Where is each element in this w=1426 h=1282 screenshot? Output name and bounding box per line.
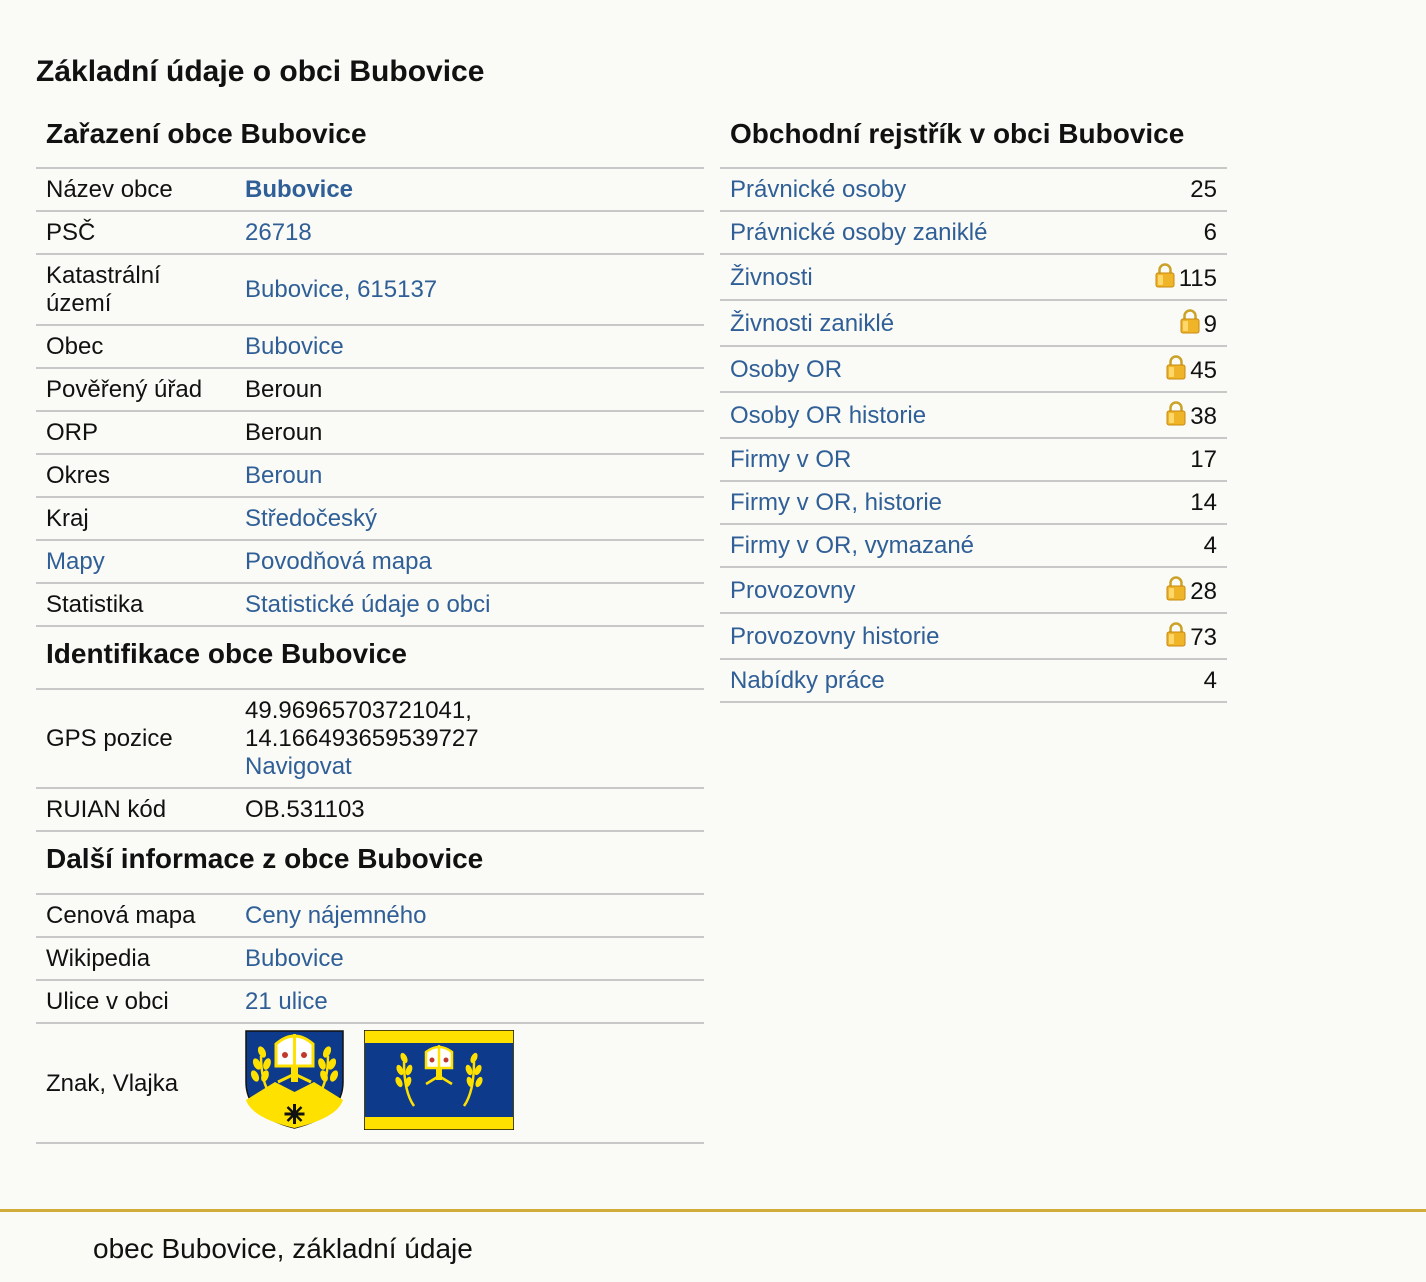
katastralni-uzemi-link[interactable]: Bubovice, 615137 [245,276,438,303]
kraj-link[interactable]: Středočeský [245,505,378,532]
rejstrik-count: 4 [1203,532,1217,559]
lock-icon [1166,621,1186,647]
table-row [36,325,704,368]
povodnova-mapa-link[interactable]: Povodňová mapa [245,548,432,575]
rejstrik-row [720,438,1227,481]
lock-icon [1166,400,1186,426]
table-row [36,254,704,325]
rejstrik-link[interactable]: Firmy v OR, vymazané [730,532,975,559]
lock-icon [1166,354,1186,380]
mapy-link[interactable]: Mapy [46,548,105,575]
rejstrik-row [720,659,1227,702]
rejstrik-table [720,169,1227,703]
obec-link[interactable]: Bubovice [245,333,344,360]
rejstrik-count: 73 [1190,624,1217,651]
gps-label: GPS pozice [36,690,235,788]
table-row [36,411,704,454]
row-label: PSČ [36,211,235,254]
page-title: Základní údaje o obci Bubovice [36,55,485,88]
footer-text: obec Bubovice, základní údaje [93,1233,473,1264]
rejstrik-link[interactable]: Osoby OR historie [730,401,927,429]
gps-latitude: 49.96965703721041, [245,697,472,724]
row-label: Cenová mapa [36,895,235,937]
identifikace-table [36,690,704,832]
rejstrik-row [720,211,1227,254]
table-row [36,211,704,254]
emblem-label: Znak, Vlajka [36,1023,235,1143]
table-row [36,583,704,626]
rejstrik-count: 4 [1203,667,1217,694]
rejstrik-link[interactable]: Osoby OR [730,355,843,383]
rejstrik-link[interactable]: Právnické osoby [730,176,907,203]
zarazeni-heading: Zařazení obce Bubovice [36,110,704,169]
rejstrik-row [720,392,1227,438]
rejstrik-link[interactable]: Živnosti [730,263,813,291]
rejstrik-row [720,254,1227,300]
rejstrik-link[interactable]: Firmy v OR [730,446,852,473]
rejstrik-link[interactable]: Provozovny historie [730,622,940,650]
wikipedia-link[interactable]: Bubovice [245,945,344,972]
left-column [36,110,704,1144]
rejstrik-row [720,300,1227,346]
rejstrik-count: 14 [1190,489,1217,516]
identifikace-heading: Identifikace obce Bubovice [36,627,704,690]
rejstrik-row [720,169,1227,211]
ceny-najemneho-link[interactable]: Ceny nájemného [245,902,427,929]
navigate-link[interactable]: Navigovat [245,753,352,780]
dalsi-heading: Další informace z obce Bubovice [36,832,704,895]
rejstrik-link[interactable]: Nabídky práce [730,667,885,694]
table-row [36,788,704,831]
rejstrik-row [720,567,1227,613]
rejstrik-link[interactable]: Živnosti zaniklé [730,309,895,337]
row-label: Okres [36,454,235,497]
rejstrik-count: 38 [1190,403,1217,430]
footer-divider [0,1209,1426,1212]
rejstrik-count: 17 [1190,446,1217,473]
row-label: Název obce [36,169,235,211]
povereny-urad-value: Beroun [235,368,704,411]
statistika-link[interactable]: Statistické údaje o obci [245,591,491,618]
rejstrik-count: 115 [1178,265,1217,292]
table-row [36,454,704,497]
row-label: Ulice v obci [36,980,235,1023]
lock-icon [1155,262,1175,288]
row-label: Pověřený úřad [36,368,235,411]
flag-image[interactable] [364,1030,514,1130]
table-row [36,937,704,980]
lock-icon [1180,308,1200,334]
table-row [36,690,704,788]
gps-longitude: 14.166493659539727 [245,725,479,752]
rejstrik-row [720,346,1227,392]
table-row [36,1023,704,1143]
row-label: Wikipedia [36,937,235,980]
row-label: Katastrální území [36,254,235,325]
rejstrik-row [720,524,1227,567]
row-label: ORP [36,411,235,454]
rejstrik-link[interactable]: Provozovny [730,576,856,604]
rejstrik-count: 45 [1190,357,1217,384]
table-row [36,368,704,411]
okres-link[interactable]: Beroun [245,462,323,489]
row-label: Statistika [36,583,235,626]
table-row [36,895,704,937]
row-label: Obec [36,325,235,368]
ulice-link[interactable]: 21 ulice [245,988,328,1015]
lock-icon [1166,575,1186,601]
zarazeni-table [36,169,704,627]
rejstrik-count: 6 [1203,219,1217,246]
rejstrik-link[interactable]: Právnické osoby zaniklé [730,219,988,246]
ruian-label: RUIAN kód [36,788,235,831]
rejstrik-count: 28 [1190,578,1217,605]
coat-of-arms-image[interactable] [245,1030,344,1129]
rejstrik-heading: Obchodní rejstřík v obci Bubovice [720,110,1227,169]
table-row [36,169,704,211]
ruian-value: OB.531103 [235,788,704,831]
row-label: Kraj [36,497,235,540]
psc-link[interactable]: 26718 [245,219,312,246]
rejstrik-count: 25 [1190,176,1217,203]
orp-value: Beroun [235,411,704,454]
table-row [36,540,704,583]
rejstrik-count: 9 [1203,311,1217,338]
table-row [36,980,704,1023]
rejstrik-row [720,481,1227,524]
nazev-obce-link[interactable]: Bubovice [245,176,354,203]
dalsi-table [36,895,704,1144]
rejstrik-row [720,613,1227,659]
right-column [720,110,1227,703]
rejstrik-link[interactable]: Firmy v OR, historie [730,489,943,516]
table-row [36,497,704,540]
